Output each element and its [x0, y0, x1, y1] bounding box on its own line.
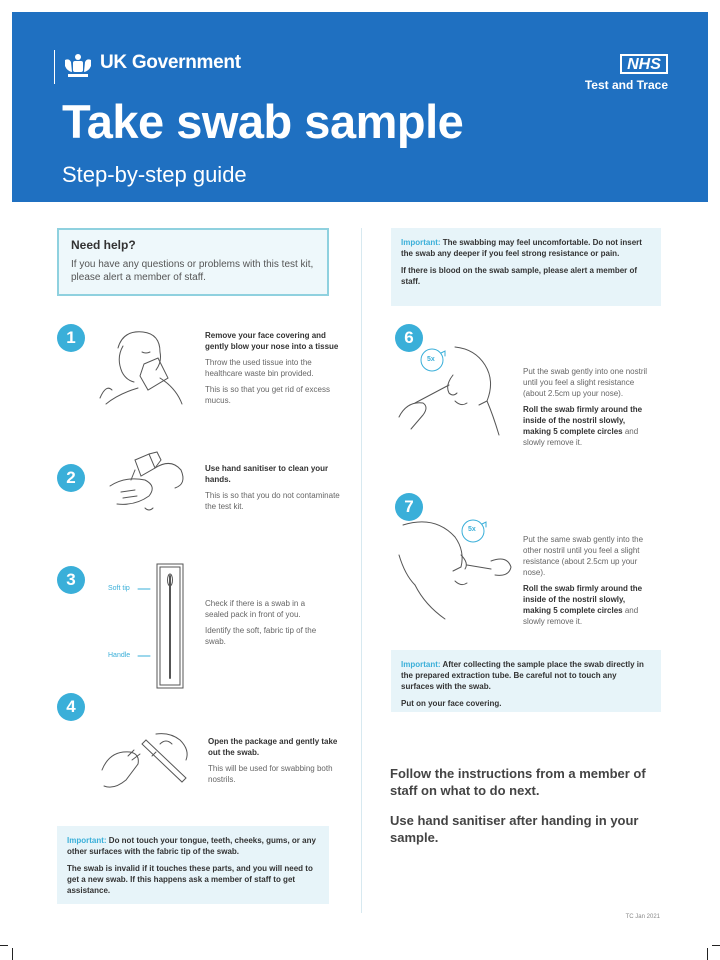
- important-note-top-right: [391, 228, 661, 306]
- note-left-text: Do not touch your tongue, teeth, cheeks, gums, or any other surfaces with the fabric tip of the swab.: [67, 836, 316, 856]
- crop-mark: [0, 945, 8, 946]
- gov-logo-text: UK Government: [100, 52, 241, 73]
- step-2-line-1: This is so that you do not contaminate the test kit.: [205, 491, 340, 511]
- step-1-line-2: This is so that you get rid of excess mucus.: [205, 385, 330, 405]
- step-1-line-1: Throw the used tissue into the healthcare waste bin provided.: [205, 358, 314, 378]
- step-6-text: [523, 366, 651, 453]
- step-number-2: 2: [57, 464, 85, 492]
- step-6-line-1: Put the swab gently into one nostril until you feel a slight resistance (about 2.5cm up your nose).: [523, 367, 648, 398]
- step-number-7: 7: [395, 493, 423, 521]
- nhs-subtitle: Test and Trace: [584, 78, 668, 92]
- nhs-logo: NHS: [620, 54, 668, 74]
- header-banner: [12, 12, 708, 202]
- important-label: Important:: [401, 660, 441, 669]
- step-number-1: 1: [57, 324, 85, 352]
- step-2-text: [205, 463, 340, 517]
- page-subtitle: Step-by-step guide: [62, 162, 247, 187]
- step-number-4: 4: [57, 693, 85, 721]
- sealed-swab-illustration: [135, 560, 195, 690]
- crop-mark: [707, 948, 708, 960]
- step-7-line-2: [523, 583, 651, 627]
- step-7-bold: Roll the swab firmly around the inside of the nostril slowly, making 5 complete circles: [523, 584, 643, 615]
- step-3-text: [205, 598, 323, 652]
- follow-line-2: Use hand sanitiser after handing in your sample.: [390, 813, 639, 845]
- step-6-line-2: [523, 404, 651, 448]
- step-4-line-1: This will be used for swabbing both nostrils.: [208, 764, 333, 784]
- step-7-tail: and slowly remove it.: [523, 606, 639, 626]
- page-title: Take swab sample: [62, 95, 464, 148]
- step-6-tail: and slowly remove it.: [523, 427, 639, 447]
- swab-other-nostril-illustration: [395, 515, 515, 625]
- step-number-3: 3: [57, 566, 85, 594]
- note-top-p2: If there is blood on the swab sample, please alert a member of staff.: [401, 266, 638, 286]
- step-2-bold: Use hand sanitiser to clean your hands.: [205, 464, 329, 484]
- footer-code: TC Jan 2021: [625, 914, 660, 920]
- step-1-bold: Remove your face covering and gently blow your nose into a tissue: [205, 331, 339, 351]
- important-label: Important:: [67, 836, 107, 845]
- need-help-box: [57, 228, 329, 296]
- step-3-line-1: Check if there is a swab in a sealed pack in front of you.: [205, 599, 306, 619]
- swab-nostril-illustration: [395, 345, 510, 440]
- help-heading: Need help?: [71, 238, 136, 252]
- step-7-line-1: Put the same swab gently into the other nostril until you feel a slight resistance (about 2.5cm up your nose).: [523, 535, 644, 577]
- soft-tip-label: Soft tip: [108, 585, 130, 592]
- crop-mark: [12, 948, 13, 960]
- step-1-text: [205, 330, 340, 411]
- follow-instructions: [390, 765, 670, 859]
- royal-crest-icon: [62, 52, 94, 80]
- note-bottom-p1: [401, 659, 651, 692]
- note-top-p1: [401, 237, 651, 259]
- note-top-text: The swabbing may feel uncomfortable. Do not insert the swab any deeper if you feel strong resistance or pain.: [401, 238, 642, 258]
- important-label: Important:: [401, 238, 441, 247]
- important-note-left: [57, 826, 329, 904]
- note-left-p1: [67, 835, 319, 857]
- step-number-6: 6: [395, 324, 423, 352]
- help-body: If you have any questions or problems with this test kit, please alert a member of staff.: [71, 259, 314, 283]
- note-left-p2: The swab is invalid if it touches these parts, and you will need to get a new swab. If this happens ask a member of staff to get assistance.: [67, 864, 313, 895]
- step-4-bold: Open the package and gently take out the swab.: [208, 737, 338, 757]
- crop-mark: [712, 945, 720, 946]
- handle-label: Handle: [108, 652, 131, 659]
- step-4-text: [208, 736, 338, 790]
- note-bottom-text: After collecting the sample place the swab directly in the prepared extraction tube. Be careful not to touch any surfaces with the swab.: [401, 660, 644, 691]
- hand-sanitiser-illustration: [105, 450, 190, 515]
- step-7-rotation-badge: 5x: [468, 526, 476, 533]
- step-6-bold: Roll the swab firmly around the inside of the nostril slowly, making 5 complete circles: [523, 405, 643, 436]
- step-6-rotation-badge: 5x: [427, 356, 435, 363]
- step-3-line-2: Identify the soft, fabric tip of the swab.: [205, 626, 317, 646]
- step-7-text: [523, 534, 651, 632]
- divider: [54, 50, 55, 84]
- column-divider: [361, 228, 362, 913]
- open-package-illustration: [100, 730, 195, 800]
- blow-nose-illustration: [98, 328, 188, 408]
- important-note-bottom-right: [391, 650, 661, 712]
- note-bottom-p2: Put on your face covering.: [401, 699, 502, 708]
- follow-line-1: Follow the instructions from a member of staff on what to do next.: [390, 766, 646, 798]
